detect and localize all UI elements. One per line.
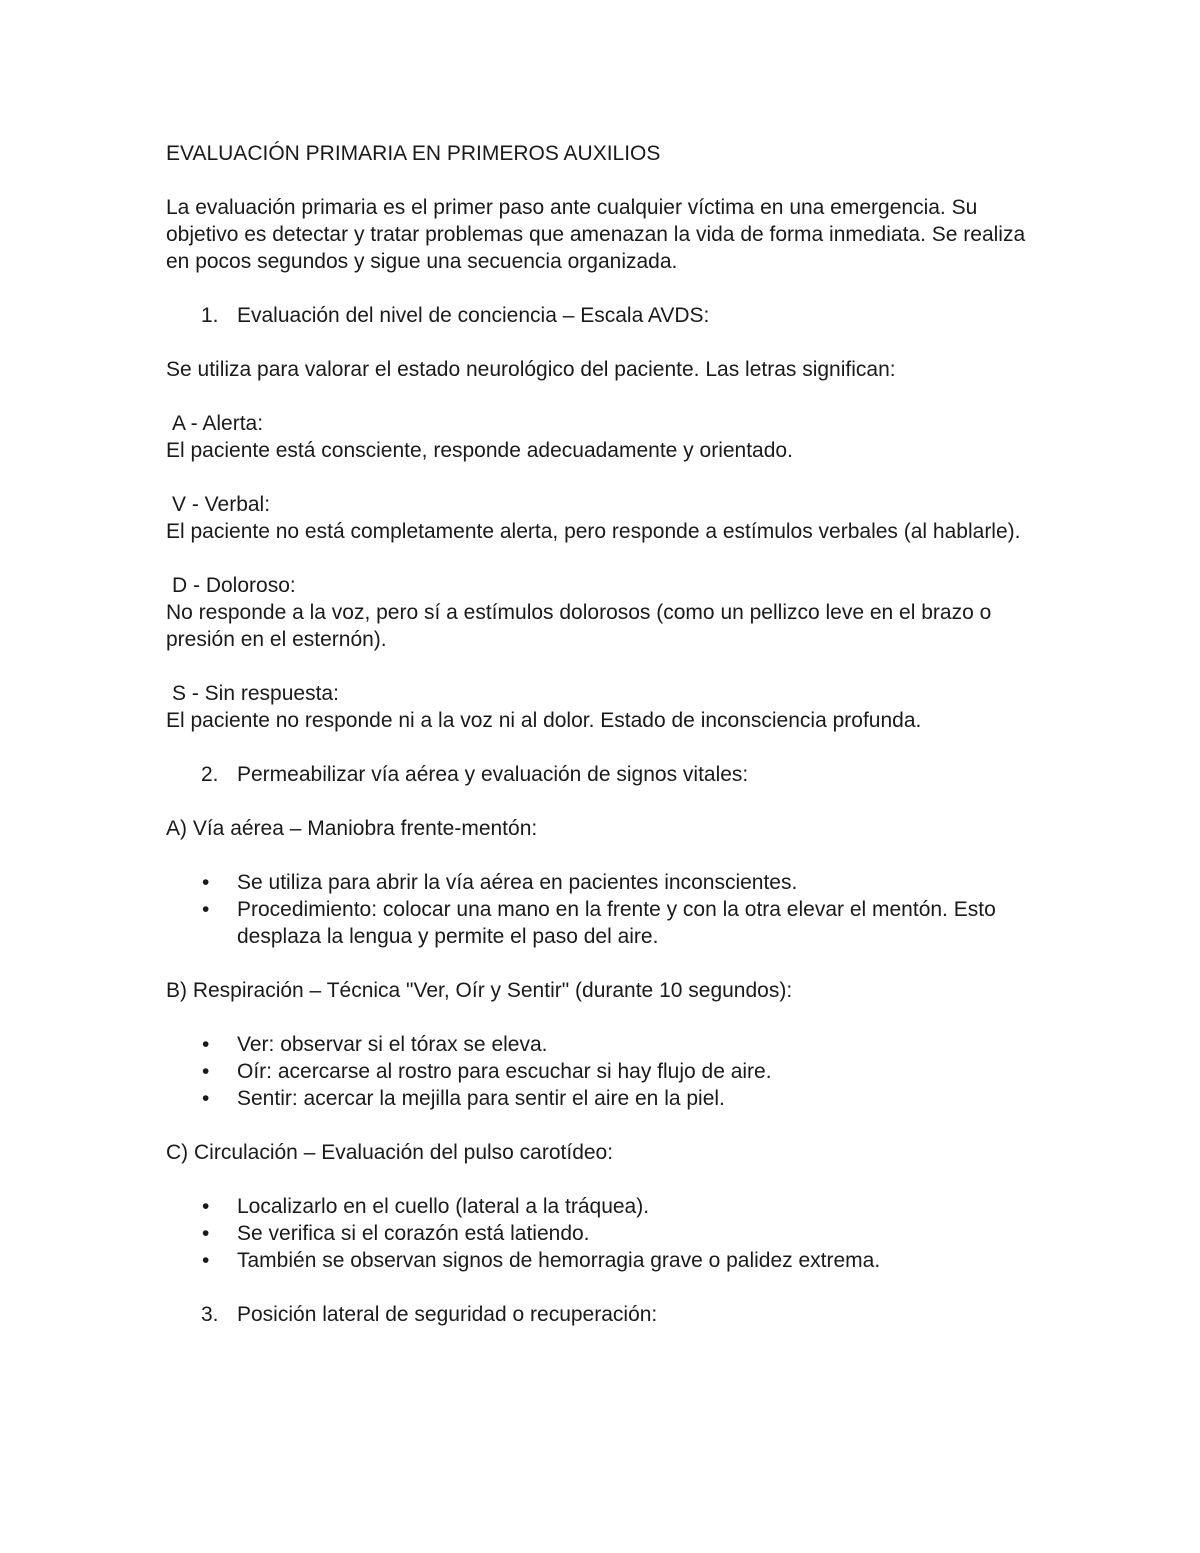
- section-1-lead: Se utiliza para valorar el estado neurológico del paciente. Las letras significan:: [166, 358, 896, 381]
- avds-d-text: No responde a la voz, pero sí a estímulos dolorosos (como un pellizco leve en el brazo o presión en el esternón).: [166, 601, 992, 651]
- list-item: • Se verifica si el corazón está latiendo.: [202, 1222, 590, 1245]
- avds-v-text: El paciente no está completamente alerta, pero responde a estímulos verbales (al hablarle).: [166, 520, 1021, 543]
- list-item: • Procedimiento: colocar una mano en la frente y con la otra elevar el mentón. Esto desplaza la lengua y permite el paso del aire.: [202, 898, 996, 948]
- section-2-number: 2.: [201, 763, 219, 786]
- section-3-number: 3.: [201, 1303, 219, 1326]
- list-item: • Ver: observar si el tórax se eleva.: [202, 1033, 548, 1056]
- document-body: [166, 140, 1046, 1328]
- bullet-icon: •: [202, 1195, 210, 1218]
- bullet-icon: •: [202, 871, 210, 894]
- bullet-icon: •: [202, 898, 210, 921]
- list-item: • También se observan signos de hemorragia grave o palidez extrema.: [202, 1249, 881, 1272]
- bullet-icon: •: [202, 1222, 210, 1245]
- list-item: • Sentir: acercar la mejilla para sentir el aire en la piel.: [202, 1087, 725, 1110]
- airway-bullet-list: [166, 869, 1046, 950]
- section-1-number: 1.: [201, 304, 219, 327]
- breathing-bullet-list: [166, 1031, 1046, 1112]
- bullet-icon: •: [202, 1060, 210, 1083]
- list-item: • Localizarlo en el cuello (lateral a la tráquea).: [202, 1195, 650, 1218]
- circulation-heading: C) Circulación – Evaluación del pulso carotídeo:: [166, 1141, 614, 1164]
- section-3-heading: [166, 1301, 1046, 1328]
- section-1-heading: [166, 302, 1046, 329]
- bullet-icon: •: [202, 1249, 210, 1272]
- intro-paragraph: La evaluación primaria es el primer paso ante cualquier víctima en una emergencia. Su objetivo es detectar y tratar problemas que amenazan la vida de forma inmediata. Se realiza en pocos segundos y sigue una secuencia organizada.: [166, 196, 1026, 273]
- breathing-heading: B) Respiración – Técnica "Ver, Oír y Sentir" (durante 10 segundos):: [166, 979, 793, 1002]
- avds-v-label: V - Verbal:: [172, 493, 271, 516]
- avds-a-text: El paciente está consciente, responde adecuadamente y orientado.: [166, 439, 793, 462]
- bullet-icon: •: [202, 1087, 210, 1110]
- list-item: • Oír: acercarse al rostro para escuchar si hay flujo de aire.: [202, 1060, 772, 1083]
- avds-s-text: El paciente no responde ni a la voz ni al dolor. Estado de inconsciencia profunda.: [166, 709, 922, 732]
- avds-s-label: S - Sin respuesta:: [172, 682, 339, 705]
- avds-d-label: D - Doloroso:: [172, 574, 296, 597]
- avds-a-label: A - Alerta:: [172, 412, 264, 435]
- airway-heading: A) Vía aérea – Maniobra frente-mentón:: [166, 817, 538, 840]
- section-2-title: Permeabilizar vía aérea y evaluación de signos vitales:: [237, 763, 749, 786]
- bullet-icon: •: [202, 1033, 210, 1056]
- section-2-heading: [166, 761, 1046, 788]
- section-1-title: Evaluación del nivel de conciencia – Escala AVDS:: [237, 304, 710, 327]
- document-title: EVALUACIÓN PRIMARIA EN PRIMEROS AUXILIOS: [166, 142, 661, 165]
- circulation-bullet-list: [166, 1193, 1046, 1274]
- section-3-title: Posición lateral de seguridad o recuperación:: [237, 1303, 658, 1326]
- list-item: • Se utiliza para abrir la vía aérea en pacientes inconscientes.: [202, 871, 798, 894]
